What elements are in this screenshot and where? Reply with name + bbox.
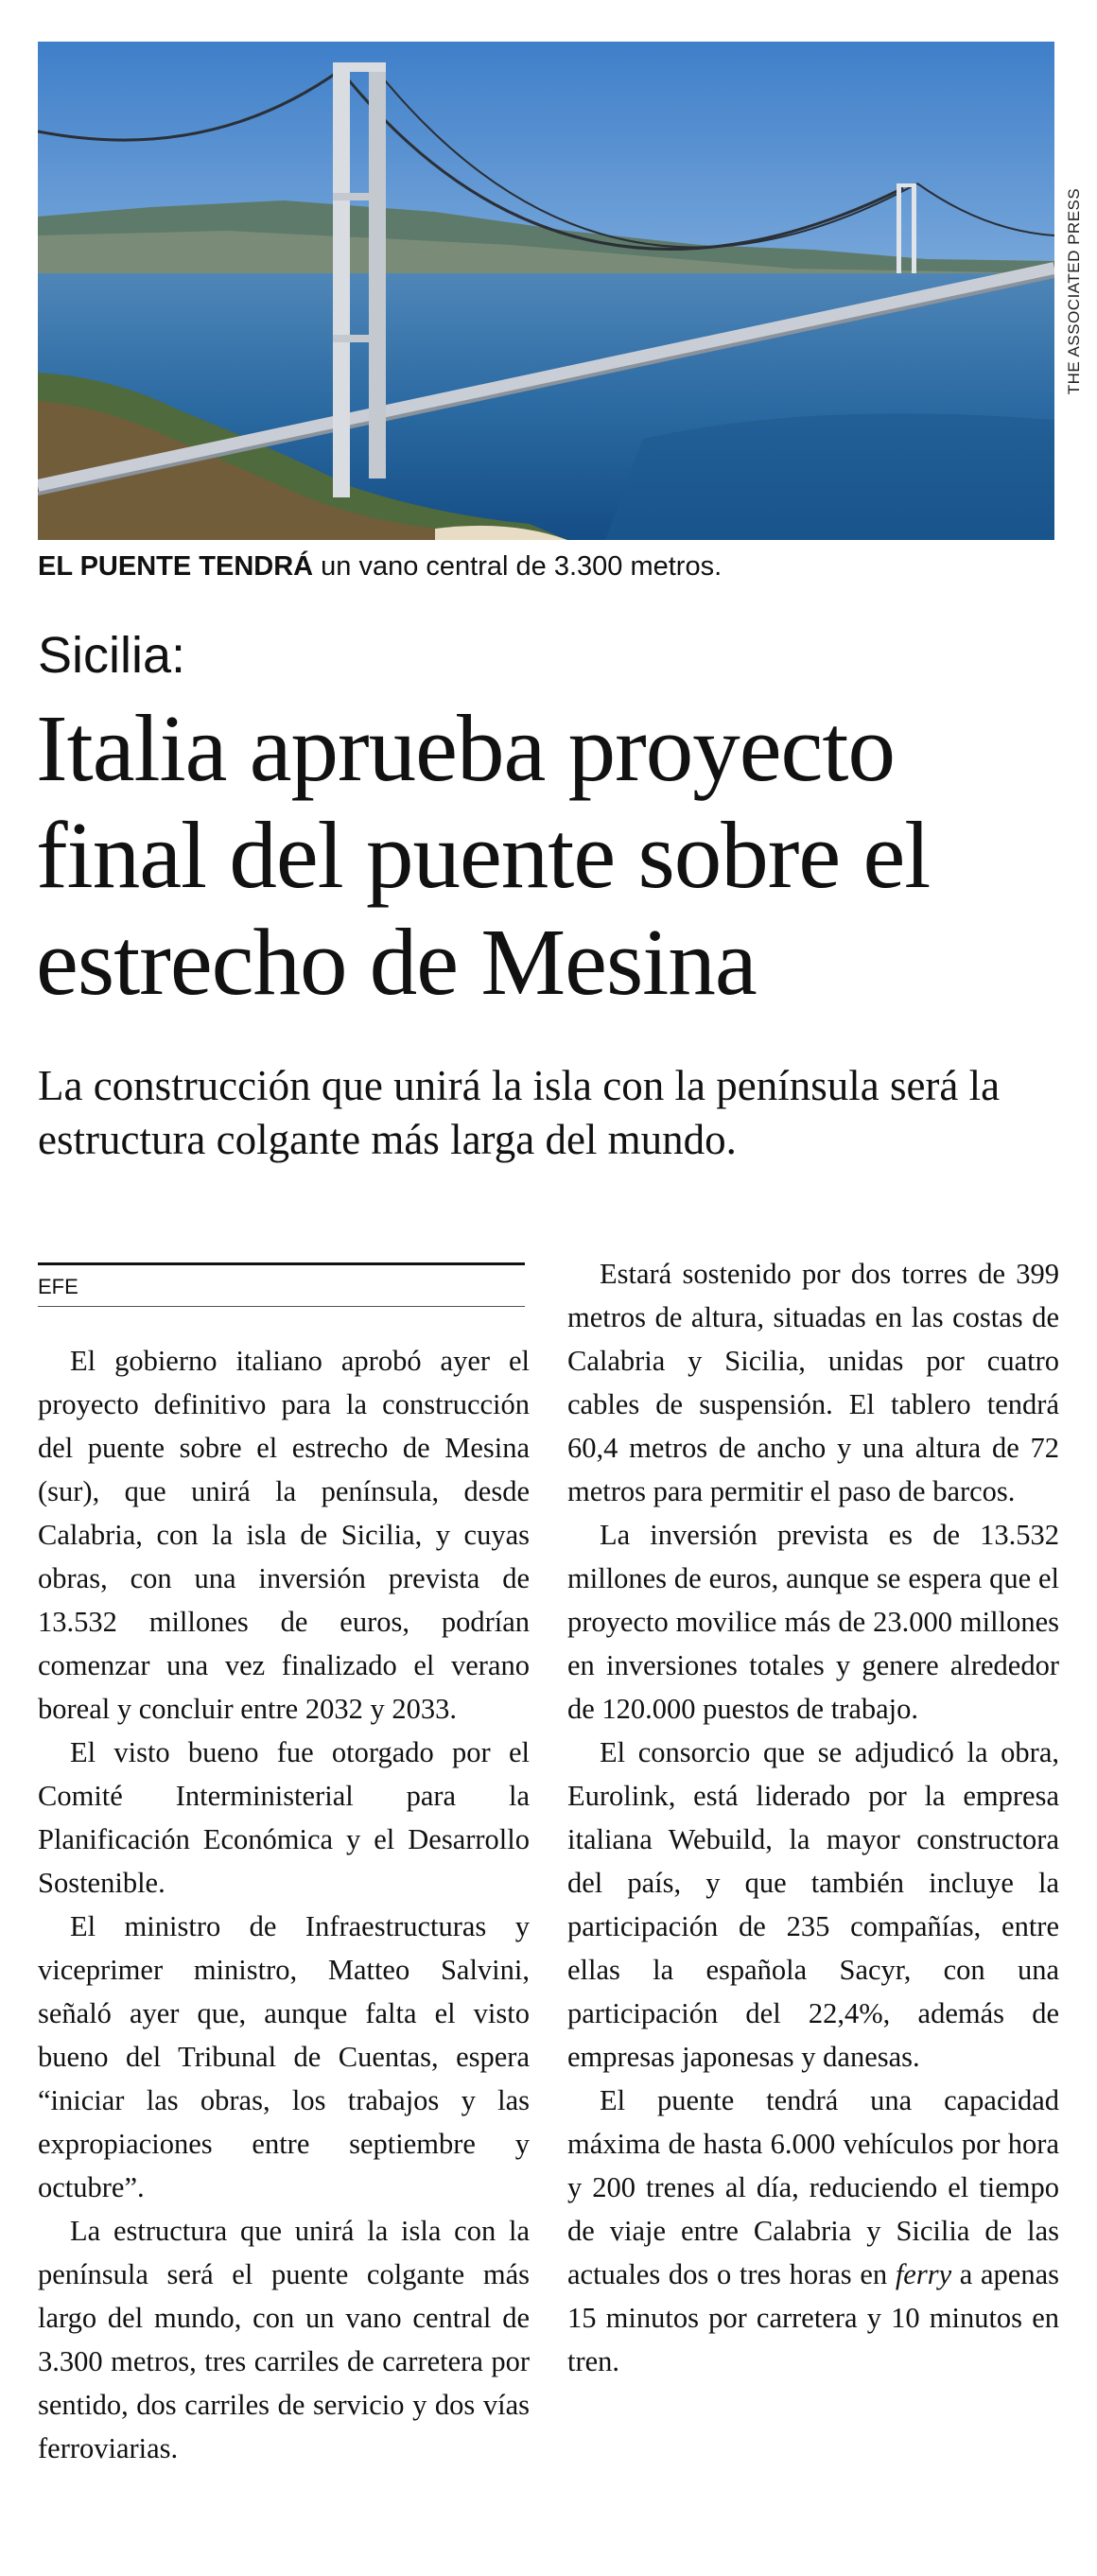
kicker: Sicilia: [38,627,186,684]
caption-lead: EL PUENTE TENDRÁ [38,551,314,582]
paragraph: El visto bueno fue otorgado por el Comité Interministerial para la Planificación Económica y el Desarrollo Sostenible. [38,1736,530,1899]
byline-rule-bottom [38,1306,525,1307]
headline: Italia aprueba proyecto final del puente sobre el estrecho de Mesina [36,695,931,1015]
paragraph: El gobierno italiano aprobó ayer el proyecto definitivo para la construcción del puente sobre el estrecho de Mesina (sur), que unirá la península, desde Calabria, con la isla de Sicilia, y cuyas obras, con una inversión prevista de 13.532 millones de euros, podrían comenzar una vez finalizado el verano boreal y concluir entre 2032 y 2033. [38,1345,530,1725]
paragraph: El puente tendrá una capacidad máxima de hasta 6.000 vehículos por hora y 200 trenes al día, reduciendo el tiempo de viaje entre Calabria y Sicilia de las actuales dos o tres horas en ferry a apenas 15 minutos por carretera y 10 minutos en tren. [567,2084,1059,2377]
article-column-1 [38,1339,530,2470]
article-column-2 [567,1252,1059,2383]
photo-caption [38,551,1054,583]
paragraph: El consorcio que se adjudicó la obra, Eurolink, está liderado por la empresa italiana Webuild, la mayor constructora del país, y que también incluye la participación de 235 compañías, entre ellas la española Sacyr, con una participación del 22,4%, además de empresas japonesas y danesas. [567,1736,1059,2073]
paragraph: La inversión prevista es de 13.532 millones de euros, aunque se espera que el proyecto movilice más de 23.000 millones en inversiones totales y genere alrededor de 120.000 puestos de trabajo. [567,1519,1059,1725]
deck: La construcción que unirá la isla con la península será la estructura colgante más larga del mundo. [38,1062,1001,1163]
paragraph: El ministro de Infraestructuras y viceprimer ministro, Matteo Salvini, señaló ayer que, aunque falta el visto bueno del Tribunal de Cuentas, espera “iniciar las obras, los trabajos y las expropiaciones entre septiembre y octubre”. [38,1910,530,2203]
paragraph: Estará sostenido por dos torres de 399 metros de altura, situadas en las costas de Calabria y Sicilia, unidas por cuatro cables de suspensión. El tablero tendrá 60,4 metros de ancho y una altura de 72 metros para permitir el paso de barcos. [567,1258,1059,1507]
byline-rule-top [38,1262,525,1265]
byline: EFE [38,1275,78,1298]
paragraph: La estructura que unirá la isla con la península será el puente colgante más largo del mundo, con un vano central de 3.300 metros, tres carriles de carretera por sentido, dos carriles de servicio y dos vías ferroviarias. [38,2215,530,2464]
bridge-photo [38,42,1054,540]
ferry-italic: ferry [895,2258,952,2290]
caption-text: un vano central de 3.300 metros. [313,551,723,582]
photo-credit: THE ASSOCIATED PRESS [1065,187,1083,394]
